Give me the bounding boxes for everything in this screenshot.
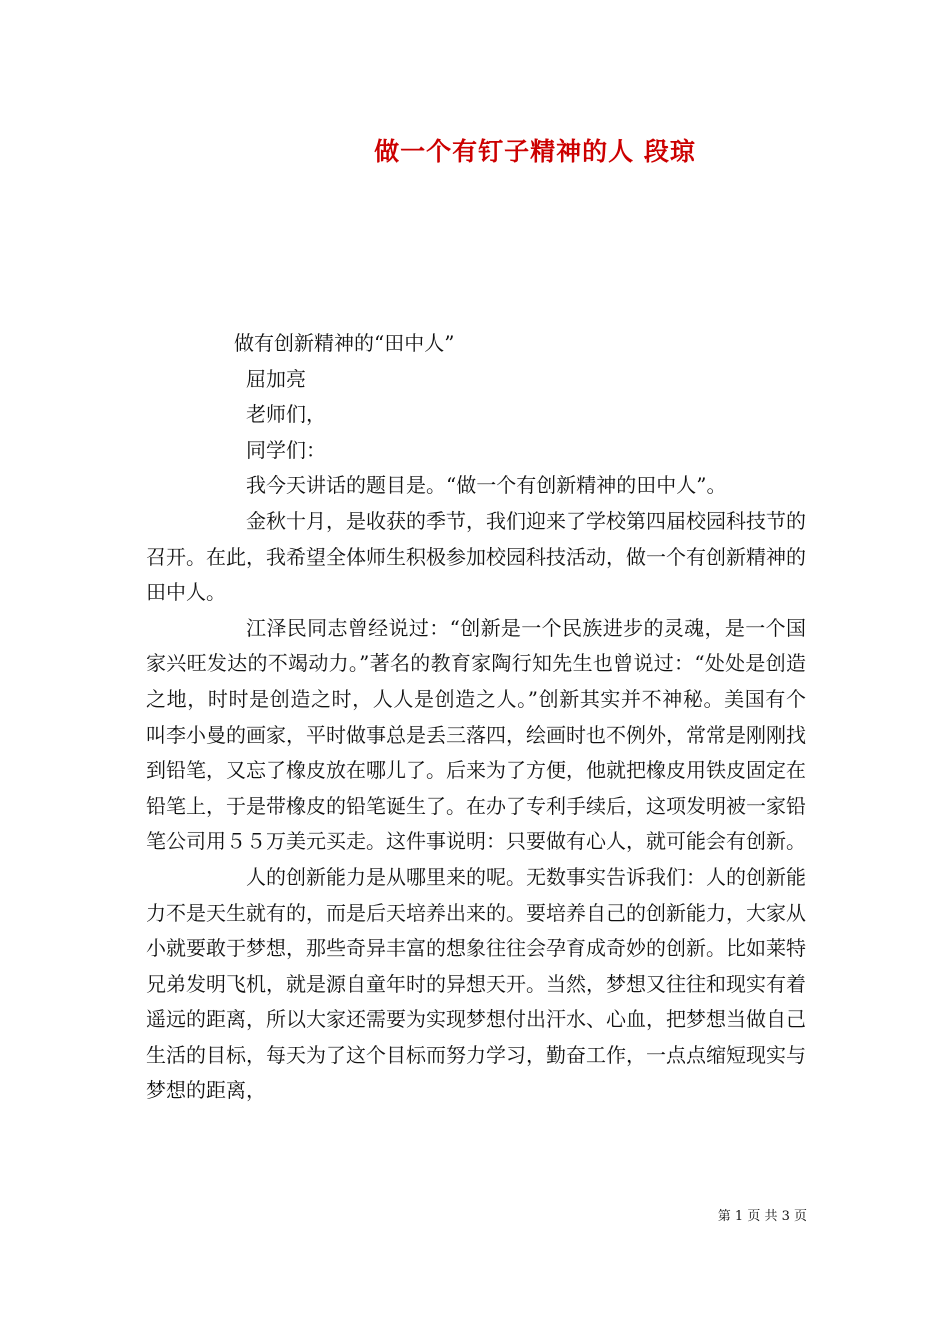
paragraph: 人的创新能力是从哪里来的呢。无数事实告诉我们：人的创新能力不是天生就有的，而是后天培养出来的。要培养自己的创新能力，大家从小就要敢于梦想，那些奇异丰富的想象往往会孕育成奇妙的创新。比如莱特兄弟发明飞机，就是源自童年时的异想天开。当然，梦想又往往和现实有着遥远的距离，所以大家还需要为实现梦想付出汗水、心血，把梦想当做自己生活的目标，每天为了这个目标而努力学习，勤奋工作，一点点缩短现实与梦想的距离， bbox=[146, 864, 806, 1103]
document-title: 做一个有钉子精神的人 段琼 bbox=[374, 137, 696, 166]
speech-intro: 我今天讲话的题目是。“做一个有创新精神的田中人”。 bbox=[246, 473, 727, 498]
speaker-name: 屈加亮 bbox=[246, 366, 306, 391]
speech-heading: 做有创新精神的“田中人” bbox=[234, 331, 455, 355]
document-body bbox=[146, 326, 806, 1109]
greeting-students: 同学们： bbox=[246, 437, 326, 462]
paragraph: 江泽民同志曾经说过：“创新是一个民族进步的灵魂，是一个国家兴旺发达的不竭动力。”著名的教育家陶行知先生也曾说过：“处处是创造之地，时时是创造之时，人人是创造之人。”创新其实并不神秘。美国有个叫李小曼的画家，平时做事总是丢三落四，绘画时也不例外，常常是刚刚找到铅笔，又忘了橡皮放在哪儿了。后来为了方便，他就把橡皮用铁皮固定在铅笔上，于是带橡皮的铅笔诞生了。在办了专利手续后，这项发明被一家铅笔公司用５５万美元买走。这件事说明：只要做有心人，就可能会有创新。 bbox=[146, 615, 806, 854]
page-footer: 第 1 页 共 3 页 bbox=[717, 1209, 807, 1224]
paragraph: 金秋十月，是收获的季节，我们迎来了学校第四届校园科技节的召开。在此，我希望全体师生积极参加校园科技活动，做一个有创新精神的田中人。 bbox=[146, 508, 806, 605]
greeting-teachers: 老师们， bbox=[246, 402, 326, 427]
